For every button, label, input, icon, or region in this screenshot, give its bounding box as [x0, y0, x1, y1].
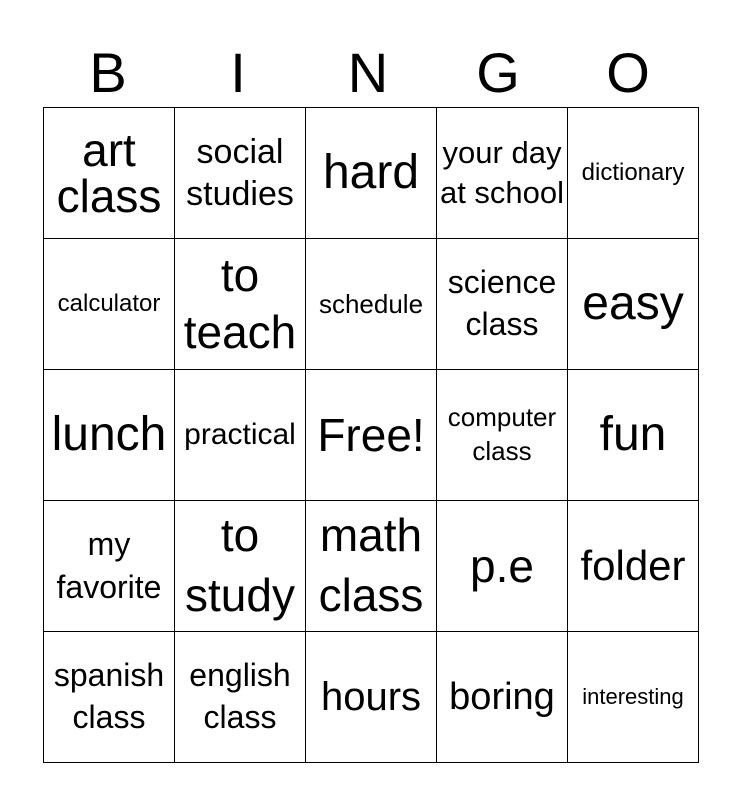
cell-text: english class — [189, 657, 291, 735]
cell-text: folder — [580, 542, 686, 589]
cell-text: to study — [185, 509, 295, 621]
bingo-cell — [437, 108, 568, 239]
header-letter-b: B — [89, 41, 127, 104]
bingo-header — [43, 40, 693, 106]
bingo-cell — [568, 108, 699, 239]
bingo-cell — [568, 501, 699, 632]
cell-text: art class — [56, 124, 162, 222]
bingo-board — [43, 107, 699, 763]
cell-text: fun — [599, 408, 667, 461]
bingo-cell — [44, 632, 175, 763]
free-space-cell — [306, 370, 437, 501]
bingo-cell — [568, 370, 699, 501]
cell-text: interesting — [582, 684, 684, 709]
header-letter-g: G — [476, 41, 520, 104]
cell-text: boring — [449, 676, 555, 718]
bingo-cell — [44, 370, 175, 501]
bingo-cell — [175, 239, 306, 370]
board-row — [44, 239, 699, 370]
free-space-text: Free! — [317, 409, 425, 461]
bingo-cell — [306, 108, 437, 239]
bingo-cell — [175, 370, 306, 501]
cell-text: calculator — [57, 290, 161, 317]
bingo-cell — [175, 501, 306, 632]
bingo-cell — [175, 108, 306, 239]
cell-text: schedule — [318, 289, 424, 319]
cell-text: computer class — [447, 402, 557, 466]
header-letter-o: O — [606, 41, 650, 104]
cell-text: my favorite — [56, 525, 162, 605]
board-row — [44, 370, 699, 501]
cell-text: spanish class — [53, 657, 165, 735]
cell-text: to teach — [183, 248, 297, 358]
board-row — [44, 501, 699, 632]
cell-text: science class — [447, 264, 557, 342]
bingo-cell — [306, 239, 437, 370]
cell-text: practical — [184, 418, 296, 451]
cell-text: hard — [322, 146, 420, 199]
cell-text: your day at school — [439, 134, 565, 210]
cell-text: dictionary — [581, 159, 685, 186]
bingo-cell — [437, 632, 568, 763]
bingo-cell — [306, 632, 437, 763]
bingo-cell — [175, 632, 306, 763]
bingo-cell — [306, 501, 437, 632]
bingo-cell — [44, 501, 175, 632]
cell-text: hours — [320, 675, 422, 719]
cell-text: social studies — [186, 132, 294, 213]
cell-text: easy — [582, 277, 684, 330]
board-row — [44, 108, 699, 239]
bingo-cell — [437, 501, 568, 632]
cell-text: lunch — [51, 408, 167, 461]
board-row — [44, 632, 699, 763]
bingo-cell — [568, 632, 699, 763]
bingo-cell — [437, 370, 568, 501]
header-letter-n: N — [347, 41, 389, 104]
cell-text: p.e — [470, 540, 534, 592]
bingo-cell — [44, 108, 175, 239]
bingo-cell — [568, 239, 699, 370]
header-letter-i: I — [230, 41, 246, 104]
bingo-cell — [437, 239, 568, 370]
bingo-cell — [44, 239, 175, 370]
cell-text: math class — [318, 509, 424, 621]
